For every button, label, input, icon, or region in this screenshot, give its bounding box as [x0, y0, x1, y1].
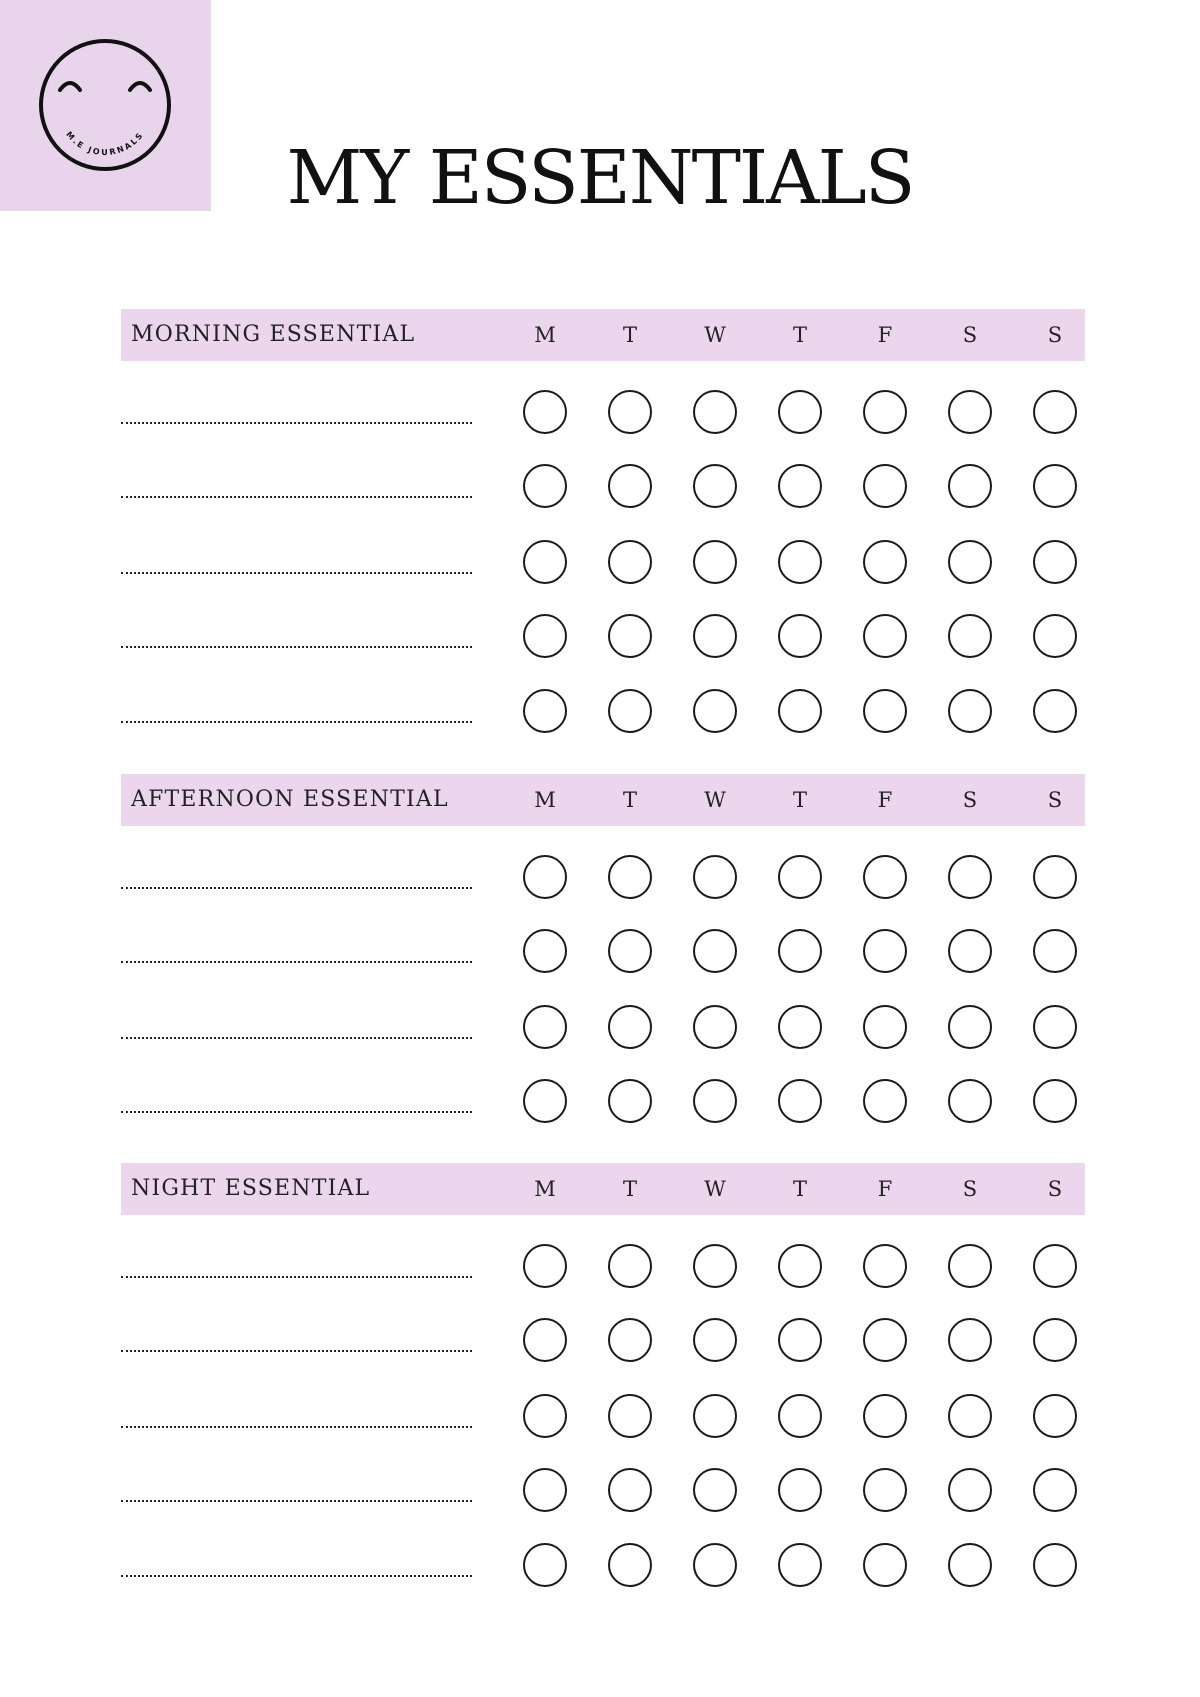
habit-checkbox[interactable] — [693, 464, 737, 508]
habit-checkbox[interactable] — [948, 929, 992, 973]
day-header: F — [877, 323, 893, 347]
habit-checkbox[interactable] — [693, 1079, 737, 1123]
habit-checkbox[interactable] — [523, 855, 567, 899]
habit-checkbox[interactable] — [948, 1543, 992, 1587]
habit-checkbox[interactable] — [1033, 1468, 1077, 1512]
habit-checkbox[interactable] — [608, 464, 652, 508]
entry-line[interactable] — [121, 1276, 472, 1278]
habit-checkbox[interactable] — [778, 1079, 822, 1123]
habit-checkbox[interactable] — [863, 929, 907, 973]
section-night — [121, 1163, 1085, 1215]
habit-checkbox[interactable] — [1033, 540, 1077, 584]
habit-checkbox[interactable] — [778, 1543, 822, 1587]
habit-checkbox[interactable] — [1033, 614, 1077, 658]
habit-checkbox[interactable] — [863, 464, 907, 508]
habit-checkbox[interactable] — [523, 390, 567, 434]
habit-checkbox[interactable] — [608, 540, 652, 584]
day-header: S — [962, 1177, 978, 1201]
habit-checkbox[interactable] — [863, 1318, 907, 1362]
section-label: NIGHT ESSENTIAL — [131, 1176, 371, 1201]
entry-line[interactable] — [121, 1037, 472, 1039]
habit-checkbox[interactable] — [523, 1079, 567, 1123]
habit-checkbox[interactable] — [523, 689, 567, 733]
day-header: T — [792, 323, 807, 347]
habit-checkbox[interactable] — [948, 390, 992, 434]
habit-checkbox[interactable] — [948, 1244, 992, 1288]
section-header — [121, 1163, 1085, 1215]
habit-checkbox[interactable] — [948, 855, 992, 899]
habit-checkbox[interactable] — [948, 1394, 992, 1438]
habit-checkbox[interactable] — [693, 1394, 737, 1438]
habit-checkbox[interactable] — [693, 1468, 737, 1512]
habit-checkbox[interactable] — [948, 689, 992, 733]
habit-checkbox[interactable] — [523, 1244, 567, 1288]
habit-checkbox[interactable] — [863, 1394, 907, 1438]
day-header: S — [962, 788, 978, 812]
section-morning — [121, 309, 1085, 361]
habit-checkbox[interactable] — [523, 1005, 567, 1049]
habit-checkbox[interactable] — [693, 929, 737, 973]
entry-line[interactable] — [121, 961, 472, 963]
entry-line[interactable] — [121, 721, 472, 723]
habit-checkbox[interactable] — [523, 540, 567, 584]
habit-checkbox[interactable] — [778, 1005, 822, 1049]
habit-checkbox[interactable] — [608, 855, 652, 899]
day-header: F — [877, 788, 893, 812]
habit-checkbox[interactable] — [778, 1394, 822, 1438]
habit-checkbox[interactable] — [608, 390, 652, 434]
habit-checkbox[interactable] — [863, 540, 907, 584]
day-header: T — [792, 788, 807, 812]
entry-line[interactable] — [121, 572, 472, 574]
habit-checkbox[interactable] — [1033, 855, 1077, 899]
day-header: F — [877, 1177, 893, 1201]
habit-checkbox[interactable] — [693, 1318, 737, 1362]
habit-checkbox[interactable] — [1033, 1244, 1077, 1288]
habit-checkbox[interactable] — [863, 1468, 907, 1512]
day-header: M — [534, 1177, 556, 1201]
habit-checkbox[interactable] — [523, 1318, 567, 1362]
habit-checkbox[interactable] — [863, 390, 907, 434]
habit-checkbox[interactable] — [863, 689, 907, 733]
entry-line[interactable] — [121, 422, 472, 424]
entry-line[interactable] — [121, 646, 472, 648]
habit-checkbox[interactable] — [948, 1005, 992, 1049]
habit-checkbox[interactable] — [1033, 390, 1077, 434]
entry-line[interactable] — [121, 887, 472, 889]
habit-checkbox[interactable] — [608, 1244, 652, 1288]
day-header: S — [962, 323, 978, 347]
habit-checkbox[interactable] — [608, 929, 652, 973]
habit-checkbox[interactable] — [1033, 1079, 1077, 1123]
day-header: W — [704, 788, 726, 812]
section-header — [121, 774, 1085, 826]
habit-checkbox[interactable] — [863, 1543, 907, 1587]
habit-checkbox[interactable] — [778, 929, 822, 973]
habit-checkbox[interactable] — [778, 1318, 822, 1362]
habit-checkbox[interactable] — [608, 1468, 652, 1512]
section-header — [121, 309, 1085, 361]
habit-checkbox[interactable] — [948, 1318, 992, 1362]
habit-checkbox[interactable] — [863, 614, 907, 658]
habit-checkbox[interactable] — [608, 1005, 652, 1049]
habit-checkbox[interactable] — [948, 1468, 992, 1512]
habit-checkbox[interactable] — [1033, 1005, 1077, 1049]
habit-checkbox[interactable] — [948, 1079, 992, 1123]
habit-checkbox[interactable] — [693, 1244, 737, 1288]
habit-checkbox[interactable] — [693, 540, 737, 584]
habit-checkbox[interactable] — [693, 1543, 737, 1587]
entry-line[interactable] — [121, 1500, 472, 1502]
habit-checkbox[interactable] — [1033, 929, 1077, 973]
habit-checkbox[interactable] — [863, 855, 907, 899]
habit-checkbox[interactable] — [778, 614, 822, 658]
habit-checkbox[interactable] — [863, 1079, 907, 1123]
entry-line[interactable] — [121, 1111, 472, 1113]
habit-checkbox[interactable] — [1033, 1318, 1077, 1362]
habit-checkbox[interactable] — [523, 614, 567, 658]
day-header: W — [704, 323, 726, 347]
entry-line[interactable] — [121, 496, 472, 498]
habit-checkbox[interactable] — [1033, 464, 1077, 508]
habit-checkbox[interactable] — [948, 614, 992, 658]
habit-checkbox[interactable] — [778, 1468, 822, 1512]
habit-checkbox[interactable] — [778, 689, 822, 733]
habit-checkbox[interactable] — [778, 855, 822, 899]
day-header: T — [622, 788, 637, 812]
habit-checkbox[interactable] — [1033, 1543, 1077, 1587]
habit-checkbox[interactable] — [1033, 689, 1077, 733]
day-header: S — [1047, 1177, 1063, 1201]
day-header: T — [622, 323, 637, 347]
day-header: M — [534, 323, 556, 347]
habit-checkbox[interactable] — [778, 540, 822, 584]
habit-checkbox[interactable] — [608, 614, 652, 658]
entry-line[interactable] — [121, 1575, 472, 1577]
habit-checkbox[interactable] — [693, 689, 737, 733]
day-header: S — [1047, 788, 1063, 812]
habit-checkbox[interactable] — [693, 1005, 737, 1049]
habit-checkbox[interactable] — [608, 1079, 652, 1123]
entry-line[interactable] — [121, 1426, 472, 1428]
habit-checkbox[interactable] — [523, 1394, 567, 1438]
section-label: AFTERNOON ESSENTIAL — [131, 787, 449, 812]
habit-checkbox[interactable] — [693, 614, 737, 658]
entry-line[interactable] — [121, 1350, 472, 1352]
habit-checkbox[interactable] — [1033, 1394, 1077, 1438]
habit-checkbox[interactable] — [863, 1005, 907, 1049]
section-afternoon — [121, 774, 1085, 826]
habit-checkbox[interactable] — [523, 1468, 567, 1512]
habit-checkbox[interactable] — [523, 929, 567, 973]
habit-checkbox[interactable] — [523, 464, 567, 508]
habit-checkbox[interactable] — [608, 1318, 652, 1362]
day-header: M — [534, 788, 556, 812]
habit-checkbox[interactable] — [948, 464, 992, 508]
habit-checkbox[interactable] — [778, 390, 822, 434]
habit-checkbox[interactable] — [608, 689, 652, 733]
habit-checkbox[interactable] — [778, 464, 822, 508]
habit-checkbox[interactable] — [693, 855, 737, 899]
day-header: W — [704, 1177, 726, 1201]
habit-checkbox[interactable] — [863, 1244, 907, 1288]
habit-checkbox[interactable] — [608, 1543, 652, 1587]
day-header: S — [1047, 323, 1063, 347]
habit-checkbox[interactable] — [608, 1394, 652, 1438]
habit-checkbox[interactable] — [778, 1244, 822, 1288]
logo-text: M.E JOURNALS — [64, 129, 146, 158]
day-header: T — [792, 1177, 807, 1201]
day-header: T — [622, 1177, 637, 1201]
habit-checkbox[interactable] — [523, 1543, 567, 1587]
page-title: MY ESSENTIALS — [286, 135, 914, 221]
habit-checkbox[interactable] — [948, 540, 992, 584]
section-label: MORNING ESSENTIAL — [131, 322, 416, 347]
habit-checkbox[interactable] — [693, 390, 737, 434]
